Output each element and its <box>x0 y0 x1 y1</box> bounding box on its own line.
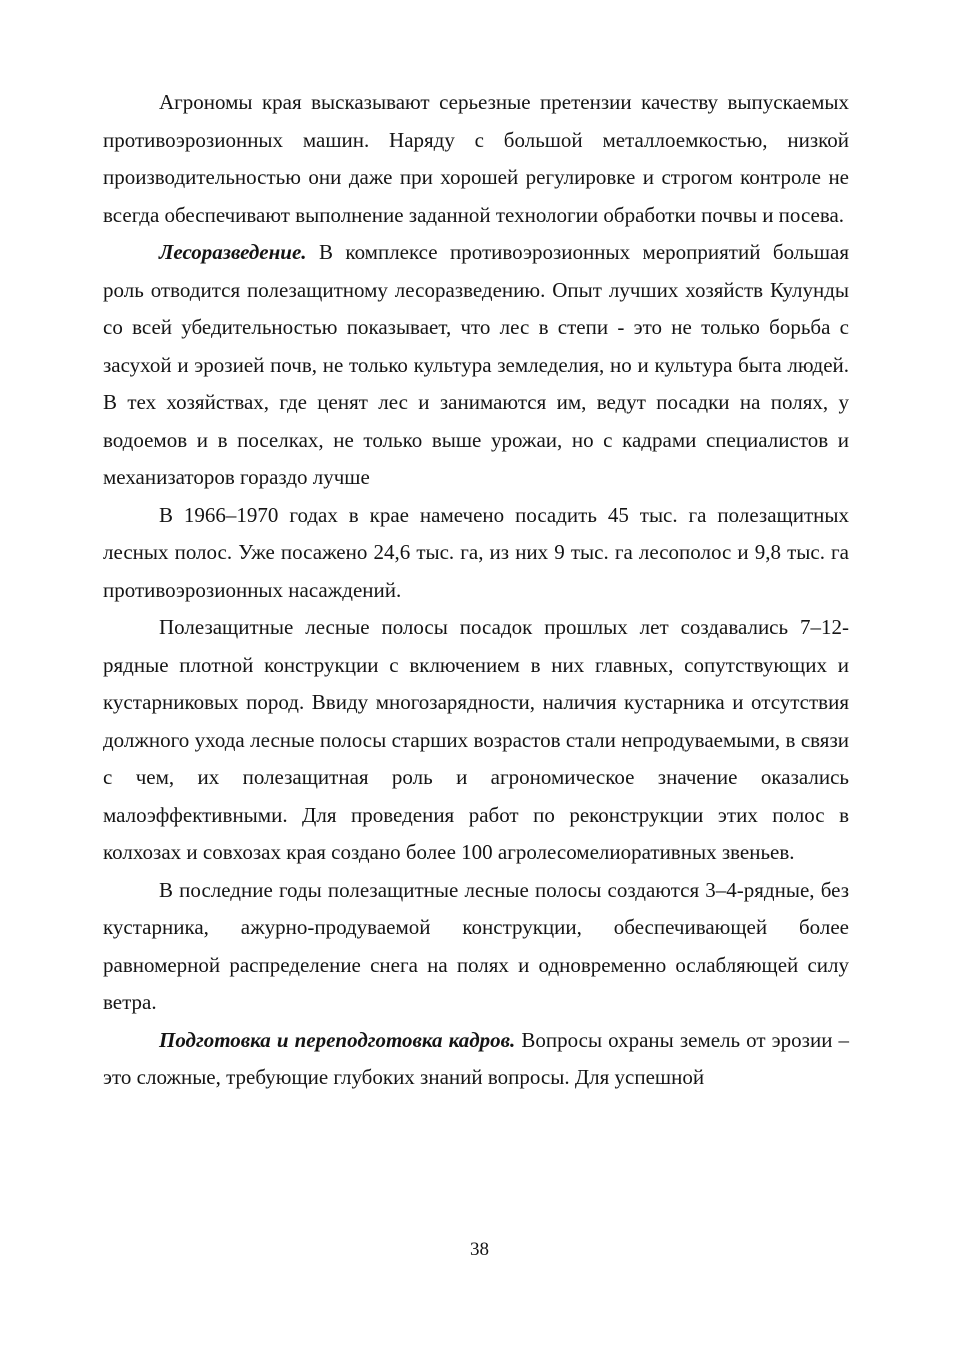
paragraph-text: В комплексе противоэрозионных мероприятий большая роль отводится полезащитному лесоразведению. Опыт лучших хозяйств Кулунды со всей убедительностью показывает, что лес в степи - это не только борьба с засухой и эрозией почв, не только культура земледелия, но и культура быта людей. В тех хозяйствах, где ценят лес и занимаются им, ведут посадки на полях, у водоемов и в поселках, не только выше урожаи, но с кадрами специалистов и механизаторов гораздо лучше <box>103 240 849 489</box>
paragraph-text: Вопросы охраны земель от эрозии – это сложные, требующие глубоких знаний вопросы. Для успешной <box>103 1027 850 1089</box>
section-heading-afforestation: Лесоразведение. <box>159 240 307 264</box>
paragraph-text: В последние годы полезащитные лесные полосы создаются 3–4-рядные, без кустарника, ажурно-продуваемой конструкции, обеспечивающей более равномерной распределение снега на полях и одновременно ослабляющей силу ветра. <box>103 877 849 1014</box>
paragraph-text: Агрономы края высказывают серьезные претензии качеству выпускаемых противоэрозионных машин. Наряду с большой металлоемкостью, низкой производительностью они даже при хорошей регулировке и строгом контроле не всегда обеспечивают выполнение заданной технологии обработки почвы и посева. <box>103 90 849 227</box>
section-heading-training: Подготовка и переподготовка кадров. <box>159 1027 516 1052</box>
paragraph-planting-plan <box>103 497 849 610</box>
paragraph-old-belts <box>103 609 849 872</box>
paragraph-afforestation <box>103 234 849 497</box>
paragraph-text: Полезащитные лесные полосы посадок прошлых лет создавались 7–12-рядные плотной конструкции с включением в них главных, сопутствующих и кустарниковых пород. Ввиду многозарядности, наличия кустарника и отсутствия должного ухода лесные полосы старших возрастов стали непродуваемыми, в связи с чем, их полезащитная роль и агрономическое значение оказались малоэффективными. Для проведения работ по реконструкции этих полос в колхозах и совхозах края создано более 100 агролесомелиоративных звеньев. <box>103 615 849 864</box>
page-number: 38 <box>470 1239 489 1260</box>
paragraph-new-belts <box>103 872 849 1022</box>
paragraph-text: В 1966–1970 годах в крае намечено посадить 45 тыс. га полезащитных лесных полос. Уже посажено 24,6 тыс. га, из них 9 тыс. га лесополос и 9,8 тыс. га противоэрозионных насаждений. <box>103 502 849 602</box>
paragraph-machines <box>103 84 849 234</box>
paragraph-training <box>103 1022 849 1097</box>
page-body <box>103 84 849 1097</box>
